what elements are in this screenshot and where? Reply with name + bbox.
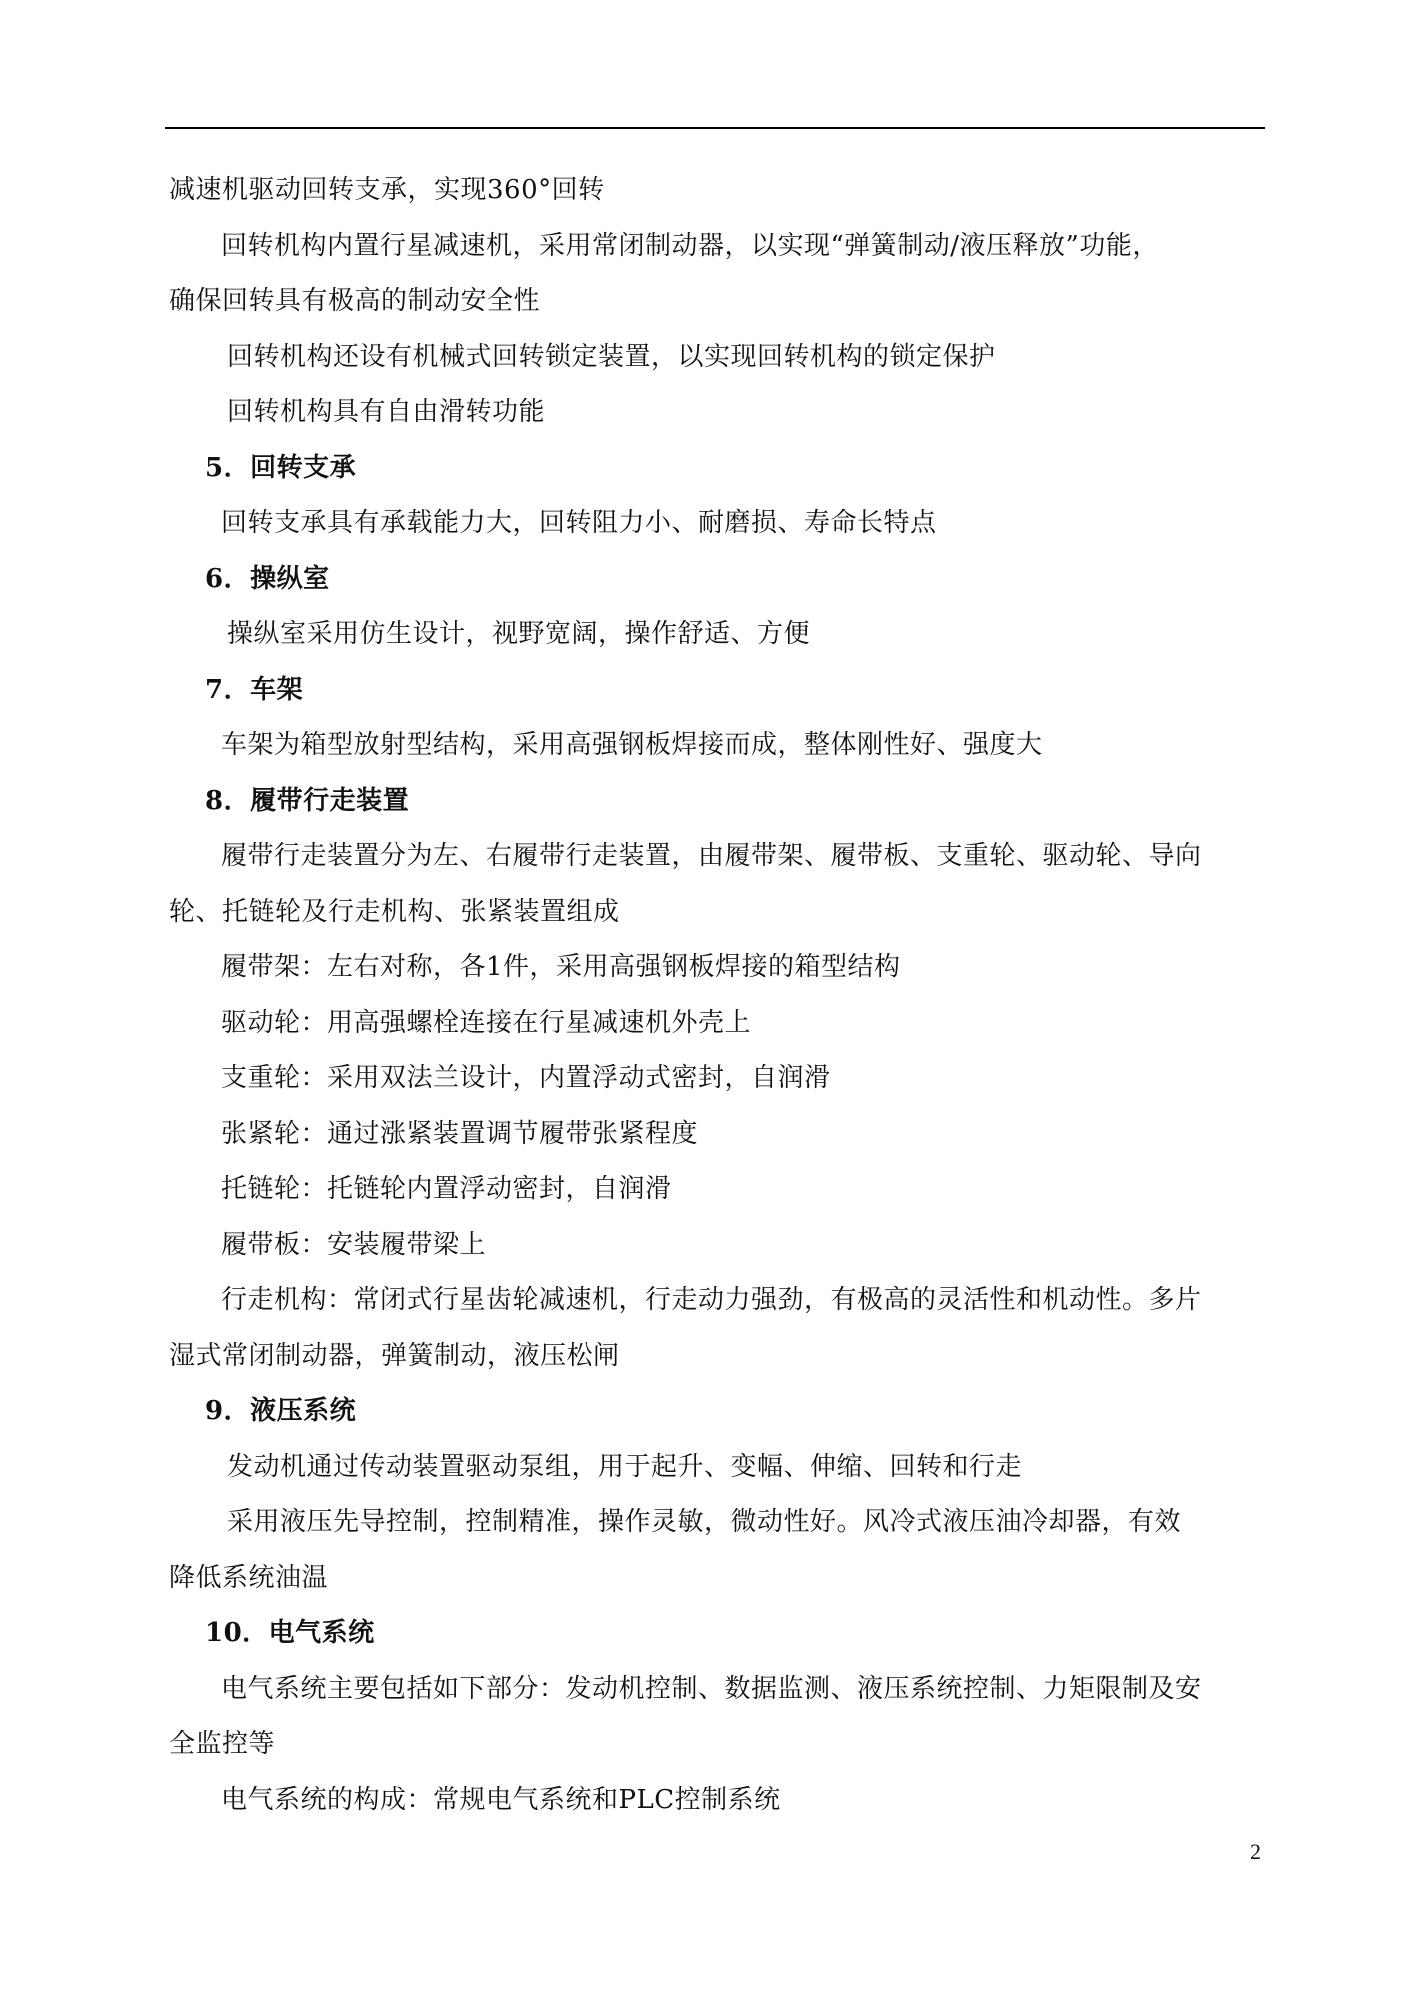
paragraph-line: 支重轮：采用双法兰设计，内置浮动式密封，自润滑 xyxy=(221,1063,831,1093)
section-heading: 5．回转支承 xyxy=(205,452,357,483)
paragraph-line: 履带板：安装履带梁上 xyxy=(221,1229,487,1260)
paragraph-line: 驱动轮：用高强螺栓连接在行星减速机外壳上 xyxy=(221,1007,752,1038)
paragraph-line: 行走机构：常闭式行星齿轮减速机，行走动力强劲，有极高的灵活性和机动性。多片 xyxy=(221,1285,1202,1315)
paragraph-line: 确保回转具有极高的制动安全性 xyxy=(169,286,541,316)
paragraph-line: 减速机驱动回转支承，实现360°回转 xyxy=(169,175,605,205)
paragraph-line: 车架为箱型放射型结构，采用高强钢板焊接而成，整体刚性好、强度大 xyxy=(221,730,1043,760)
section-heading: 6．操纵室 xyxy=(205,563,330,594)
paragraph-line: 托链轮：托链轮内置浮动密封，自润滑 xyxy=(221,1174,672,1204)
document-body xyxy=(169,163,1269,1828)
paragraph-line: 采用液压先导控制，控制精准，操作灵敏，微动性好。风冷式液压油冷却器，有效 xyxy=(227,1507,1182,1537)
paragraph-line: 张紧轮：通过涨紧装置调节履带张紧程度 xyxy=(221,1118,699,1149)
paragraph-line: 降低系统油温 xyxy=(169,1562,329,1593)
paragraph-line: 回转支承具有承载能力大，回转阻力小、耐磨损、寿命长特点 xyxy=(221,508,937,538)
paragraph-line: 发动机通过传动装置驱动泵组，用于起升、变幅、伸缩、回转和行走 xyxy=(227,1451,1023,1482)
paragraph-line: 履带架：左右对称，各1件，采用高强钢板焊接的箱型结构 xyxy=(221,952,901,982)
paragraph-line: 电气系统主要包括如下部分：发动机控制、数据监测、液压系统控制、力矩限制及安 xyxy=(221,1673,1202,1704)
paragraph-line: 电气系统的构成：常规电气系统和PLC控制系统 xyxy=(221,1784,781,1815)
paragraph-line: 轮、托链轮及行走机构、张紧装置组成 xyxy=(169,896,620,927)
page-number: 2 xyxy=(1250,1839,1261,1864)
section-heading: 8．履带行走装置 xyxy=(205,785,410,816)
paragraph-line: 回转机构内置行星减速机，采用常闭制动器，以实现“弹簧制动/液压释放”功能， xyxy=(221,230,1159,261)
header-rule xyxy=(165,127,1265,129)
section-heading: 10．电气系统 xyxy=(205,1618,375,1648)
paragraph-line: 湿式常闭制动器，弹簧制动，液压松闸 xyxy=(169,1340,620,1371)
section-heading: 7．车架 xyxy=(205,674,304,705)
paragraph-line: 回转机构还设有机械式回转锁定装置，以实现回转机构的锁定保护 xyxy=(227,341,996,372)
paragraph-line: 操纵室采用仿生设计，视野宽阔，操作舒适、方便 xyxy=(227,619,811,649)
paragraph-line: 履带行走装置分为左、右履带行走装置，由履带架、履带板、支重轮、驱动轮、导向 xyxy=(221,841,1202,871)
paragraph-line: 全监控等 xyxy=(169,1729,276,1759)
paragraph-line: 回转机构具有自由滑转功能 xyxy=(227,397,546,427)
section-heading: 9．液压系统 xyxy=(205,1396,357,1426)
